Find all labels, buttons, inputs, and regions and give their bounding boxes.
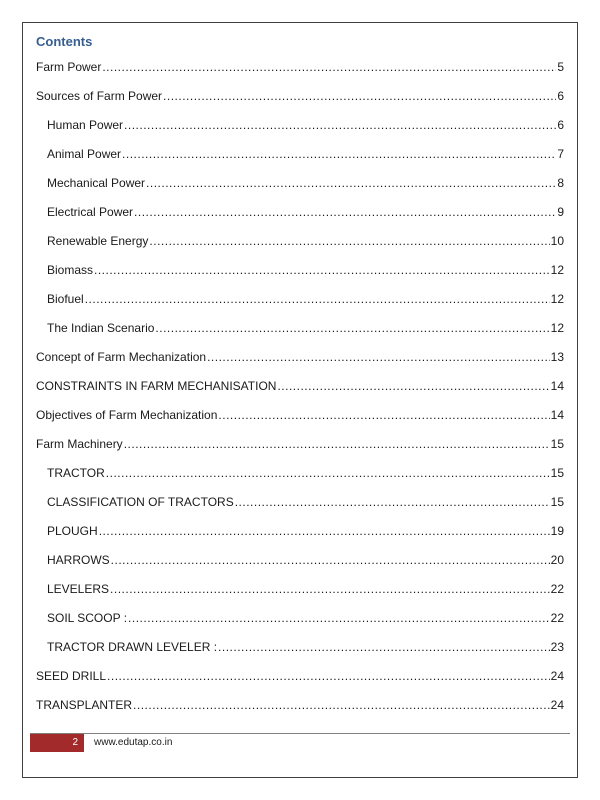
toc-dot-leader: [277, 379, 549, 393]
toc-dot-leader: [218, 408, 549, 422]
toc-dot-leader: [134, 205, 556, 219]
toc-dot-leader: [146, 176, 556, 190]
toc-entry-title: PLOUGH: [47, 524, 98, 538]
toc-entry-title: Biomass: [47, 263, 94, 277]
toc-entry[interactable]: [36, 379, 564, 393]
toc-dot-leader: [122, 147, 556, 161]
toc-entry-page: 14: [550, 379, 564, 393]
toc-dot-leader: [155, 321, 549, 335]
toc-entry-title: SEED DRILL: [36, 669, 107, 683]
toc-entry-title: Concept of Farm Mechanization: [36, 350, 207, 364]
toc-entry[interactable]: [36, 60, 564, 74]
toc-dot-leader: [163, 89, 556, 103]
toc-entry[interactable]: [47, 524, 564, 538]
toc-entry-page: 8: [557, 176, 564, 190]
toc-entry-page: 14: [550, 408, 564, 422]
toc-entry-title: HARROWS: [47, 553, 110, 567]
toc-entry[interactable]: [36, 408, 564, 422]
toc-entry-page: 13: [550, 350, 564, 364]
toc-entry-title: Objectives of Farm Mechanization: [36, 408, 218, 422]
toc-entry-page: 15: [550, 437, 564, 451]
toc-dot-leader: [235, 495, 550, 509]
toc-entry-title: Mechanical Power: [47, 176, 146, 190]
toc-entry-page: 23: [550, 640, 564, 654]
toc-entry-page: 24: [550, 698, 564, 712]
toc-entry[interactable]: [47, 640, 564, 654]
toc-entry-page: 5: [557, 60, 564, 74]
footer-page-number: 2: [30, 734, 84, 752]
toc-entry[interactable]: [47, 582, 564, 596]
toc-entry-title: CLASSIFICATION OF TRACTORS: [47, 495, 234, 509]
toc-dot-leader: [85, 292, 550, 306]
toc-entry-title: Electrical Power: [47, 205, 134, 219]
toc-entry[interactable]: [47, 466, 564, 480]
toc-entry-title: Human Power: [47, 118, 124, 132]
toc-dot-leader: [207, 350, 550, 364]
toc-entry-page: 6: [557, 89, 564, 103]
footer-divider: [30, 733, 570, 734]
toc-entry[interactable]: [47, 321, 564, 335]
footer-website: www.edutap.co.in: [94, 737, 173, 748]
toc-entry-page: 6: [557, 118, 564, 132]
toc-entry-title: The Indian Scenario: [47, 321, 155, 335]
toc-entry[interactable]: [36, 350, 564, 364]
toc-entry[interactable]: [47, 176, 564, 190]
toc-entry[interactable]: [36, 89, 564, 103]
toc-dot-leader: [124, 118, 556, 132]
toc-entry-page: 7: [557, 147, 564, 161]
toc-entry-title: Farm Machinery: [36, 437, 123, 451]
toc-entry-page: 12: [550, 263, 564, 277]
toc-dot-leader: [94, 263, 550, 277]
toc-entry-page: 22: [550, 582, 564, 596]
toc-dot-leader: [102, 60, 556, 74]
toc-entry-title: TRANSPLANTER: [36, 698, 133, 712]
toc-entry-page: 15: [550, 495, 564, 509]
toc-dot-leader: [133, 698, 550, 712]
toc-dot-leader: [107, 669, 550, 683]
toc-entry[interactable]: [47, 234, 564, 248]
toc-entry[interactable]: [47, 118, 564, 132]
page-border: [22, 22, 578, 778]
toc-entry[interactable]: [36, 698, 564, 712]
toc-entry[interactable]: [47, 263, 564, 277]
toc-entry[interactable]: [47, 553, 564, 567]
toc-entry-page: 12: [550, 292, 564, 306]
toc-entry-page: 22: [550, 611, 564, 625]
toc-entry[interactable]: [47, 495, 564, 509]
toc-entry[interactable]: [47, 147, 564, 161]
toc-entry-title: SOIL SCOOP :: [47, 611, 128, 625]
toc-entry-page: 19: [550, 524, 564, 538]
toc-dot-leader: [106, 466, 550, 480]
toc-entry-title: Animal Power: [47, 147, 122, 161]
toc-entry-title: CONSTRAINTS IN FARM MECHANISATION: [36, 379, 277, 393]
toc-entry-title: Sources of Farm Power: [36, 89, 163, 103]
toc-entry-title: Renewable Energy: [47, 234, 149, 248]
toc-entry-page: 10: [550, 234, 564, 248]
toc-dot-leader: [99, 524, 550, 538]
toc-dot-leader: [218, 640, 550, 654]
toc-dot-leader: [110, 582, 550, 596]
toc-entry-title: TRACTOR: [47, 466, 105, 480]
toc-entry-title: Farm Power: [36, 60, 102, 74]
toc-entry[interactable]: [47, 205, 564, 219]
toc-entry[interactable]: [47, 292, 564, 306]
toc-entry-title: Biofuel: [47, 292, 84, 306]
toc-entry-page: 12: [550, 321, 564, 335]
toc-entry-page: 9: [557, 205, 564, 219]
toc-dot-leader: [128, 611, 550, 625]
toc-heading: Contents: [36, 34, 93, 49]
toc-dot-leader: [111, 553, 550, 567]
toc-entry-title: TRACTOR DRAWN LEVELER :: [47, 640, 218, 654]
toc-entry[interactable]: [47, 611, 564, 625]
toc-entry-page: 15: [550, 466, 564, 480]
toc-dot-leader: [149, 234, 549, 248]
toc-entry[interactable]: [36, 437, 564, 451]
toc-entry-page: 24: [550, 669, 564, 683]
toc-entry[interactable]: [36, 669, 564, 683]
toc-entry-page: 20: [550, 553, 564, 567]
toc-dot-leader: [124, 437, 550, 451]
toc-entry-title: LEVELERS: [47, 582, 110, 596]
